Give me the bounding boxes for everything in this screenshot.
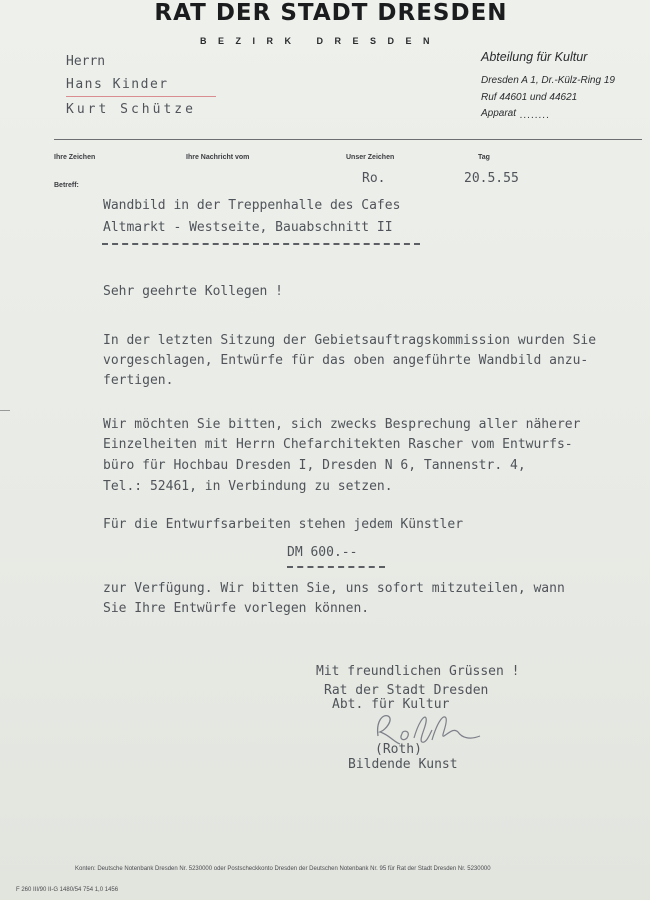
- paragraph-1-line-3: fertigen.: [103, 373, 174, 388]
- recipient-name-1: Hans Kinder: [66, 77, 169, 92]
- amount-underline: [287, 566, 385, 568]
- form-id: F 260 III/90 II-G 1480/54 754 1,0 1456: [16, 887, 119, 893]
- bank-details: Konten: Deutsche Notenbank Dresden Nr. 5230000 oder Postscheckkonto Dresden der Deutschen Notenbank Nr. 95 für Rat der Stadt Dresden Nr. 5230000: [75, 866, 491, 872]
- department-name: Abteilung für Kultur: [481, 50, 588, 64]
- department-address: Dresden A 1, Dr.-Külz-Ring 19: [481, 75, 615, 86]
- subject-line-1: Wandbild in der Treppenhalle des Cafes: [103, 198, 401, 213]
- paragraph-2-line-2: Einzelheiten mit Herrn Chefarchitekten Rascher vom Entwurfs-: [103, 437, 573, 452]
- apparat-blank: ........: [520, 110, 551, 121]
- greeting: Sehr geehrte Kollegen !: [103, 284, 284, 299]
- recipient-name-2: Kurt Schütze: [66, 102, 196, 117]
- paragraph-4-line-2: Sie Ihre Entwürfe vorlegen können.: [103, 601, 370, 616]
- paragraph-1-line-1: In der letzten Sitzung der Gebietsauftragskommission wurden Sie: [103, 333, 597, 348]
- date-value: 20.5.55: [464, 171, 519, 186]
- paragraph-2-line-1: Wir möchten Sie bitten, sich zwecks Besprechung aller näherer: [103, 417, 581, 432]
- closing-line-3: Abt. für Kultur: [332, 697, 450, 712]
- closing-line-2: Rat der Stadt Dresden: [324, 683, 489, 698]
- paragraph-2-line-3: büro für Hochbau Dresden I, Dresden N 6, Tannenstr. 4,: [103, 458, 526, 473]
- signer-role: Bildende Kunst: [348, 757, 458, 772]
- closing-line-1: Mit freundlichen Grüssen !: [316, 664, 520, 679]
- apparat-label: Apparat: [481, 108, 517, 119]
- letterhead-subtitle: BEZIRK DRESDEN: [200, 36, 442, 46]
- subject-line-2: Altmarkt - Westseite, Bauabschnitt II: [103, 220, 393, 235]
- unser-zeichen-value: Ro.: [362, 171, 386, 186]
- paragraph-1-line-2: vorgeschlagen, Entwürfe für das oben angeführte Wandbild anzu-: [103, 353, 589, 368]
- paragraph-2-line-4: Tel.: 52461, in Verbindung zu setzen.: [103, 479, 393, 494]
- amount: DM 600.--: [287, 545, 358, 560]
- letterhead-title: RAT DER STADT DRESDEN: [154, 0, 508, 26]
- label-ihre-zeichen: Ihre Zeichen: [54, 154, 96, 161]
- header-rule: [54, 139, 642, 140]
- signer-name: (Roth): [375, 742, 422, 757]
- recipient-underline: [66, 96, 216, 97]
- paragraph-4-line-1: zur Verfügung. Wir bitten Sie, uns sofort mitzuteilen, wann: [103, 581, 565, 596]
- subject-underline: [102, 243, 420, 245]
- recipient-salutation: Herrn: [66, 54, 106, 69]
- paragraph-3-line-1: Für die Entwurfsarbeiten stehen jedem Künstler: [103, 517, 464, 532]
- label-tag: Tag: [478, 154, 490, 161]
- label-ihre-nachricht: Ihre Nachricht vom: [186, 154, 250, 161]
- department-phone: Ruf 44601 und 44621: [481, 92, 578, 103]
- fold-mark: [0, 410, 10, 411]
- label-unser-zeichen: Unser Zeichen: [346, 154, 395, 161]
- label-betreff: Betreff:: [54, 182, 79, 189]
